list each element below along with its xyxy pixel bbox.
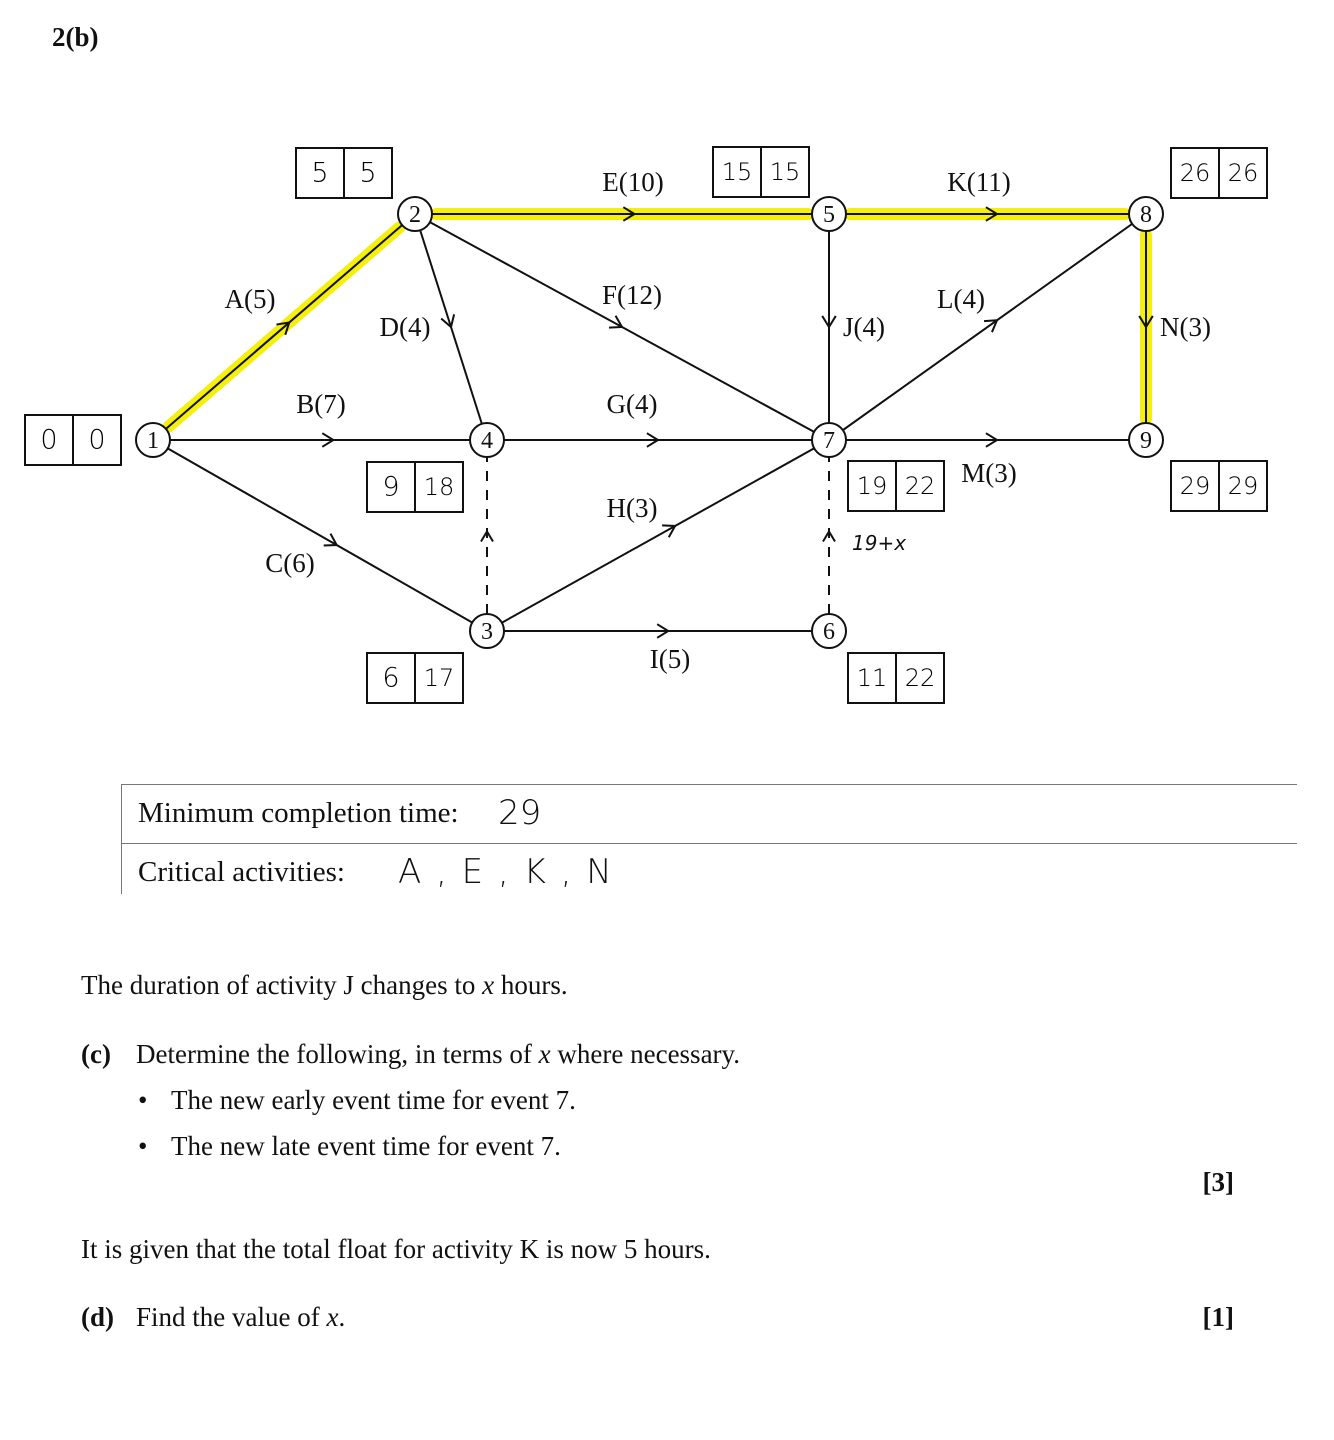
- event-time-box-5: [713, 147, 809, 197]
- activity-label-J: J(4): [843, 312, 885, 342]
- late-time-3: 17: [423, 664, 455, 692]
- event-node-7: [812, 423, 846, 457]
- node-number: 6: [823, 619, 835, 645]
- early-time-7: 19: [856, 472, 888, 500]
- event-node-1: [136, 423, 170, 457]
- event-node-3: [470, 614, 504, 648]
- node-number: 7: [823, 428, 835, 454]
- activity-label-M: M(3): [961, 458, 1017, 488]
- activity-label-E: E(10): [602, 167, 664, 197]
- node-number: 2: [409, 202, 421, 228]
- bullet-1-text: The new early event time for event 7.: [171, 1085, 576, 1115]
- event-node-5: [812, 197, 846, 231]
- marks-part-c: [3]: [1202, 1167, 1234, 1197]
- event-node-9: [1129, 423, 1163, 457]
- bullet-dot-1: •: [138, 1085, 148, 1115]
- event-time-box-9: [1171, 461, 1267, 511]
- activity-line-H: [487, 440, 829, 631]
- late-time-9: 29: [1227, 472, 1259, 500]
- critical-activities-row: [121, 843, 1297, 894]
- activity-label-B: B(7): [296, 389, 346, 419]
- activity-label-C: C(6): [265, 548, 315, 578]
- dummy-activity-3-4: [481, 457, 493, 614]
- event-time-boxes: [25, 147, 1267, 703]
- marks-part-d: [1]: [1202, 1302, 1234, 1332]
- bullet-2-text: The new late event time for event 7.: [171, 1131, 561, 1161]
- handwritten-note: 19+x: [852, 531, 907, 555]
- activity-label-A: A(5): [224, 284, 276, 314]
- node-number: 4: [481, 428, 493, 454]
- late-time-5: 15: [769, 158, 801, 186]
- critical-activities-label: Critical activities:: [138, 856, 345, 888]
- activity-I: [487, 624, 829, 674]
- activity-label-L: L(4): [937, 284, 985, 314]
- activity-D: [380, 214, 487, 440]
- intro-text: The duration of activity J changes to x hours.: [81, 970, 568, 1000]
- min-completion-answer[interactable]: 29: [498, 793, 542, 833]
- early-time-6: 11: [856, 664, 888, 692]
- activity-label-D: D(4): [379, 312, 431, 342]
- float-text: It is given that the total float for activity K is now 5 hours.: [81, 1234, 711, 1264]
- node-number: 9: [1140, 428, 1152, 454]
- event-node-4: [470, 423, 504, 457]
- event-nodes: [136, 197, 1163, 648]
- late-time-8: 26: [1227, 159, 1259, 187]
- event-time-box-1: [25, 415, 121, 465]
- question-label: 2(b): [52, 22, 99, 52]
- late-time-4: 18: [423, 473, 455, 501]
- activity-label-F: F(12): [602, 280, 662, 310]
- event-time-box-4: [367, 462, 463, 512]
- late-time-2: 5: [359, 157, 377, 189]
- event-time-box-2: [296, 148, 392, 198]
- early-time-2: 5: [311, 157, 329, 189]
- activity-line-A: [153, 214, 415, 440]
- activity-H: [487, 440, 829, 631]
- activity-label-I: I(5): [649, 644, 691, 674]
- answer-table: [121, 784, 1297, 894]
- activity-label-G: G(4): [606, 389, 658, 419]
- late-time-1: 0: [88, 424, 106, 456]
- bullet-dot-2: •: [138, 1131, 148, 1161]
- early-time-3: 6: [382, 662, 400, 694]
- activity-G: [487, 389, 829, 447]
- critical-activities-answer[interactable]: A , E , K , N: [398, 852, 614, 892]
- event-time-box-6: [848, 653, 944, 703]
- activity-label-N: N(3): [1160, 312, 1211, 342]
- part-c-label: (c): [81, 1039, 111, 1069]
- early-time-4: 9: [382, 471, 400, 503]
- part-d-label: (d): [81, 1302, 114, 1332]
- early-time-1: 0: [40, 424, 58, 456]
- min-completion-label: Minimum completion time:: [138, 797, 459, 829]
- activity-label-K: K(11): [947, 167, 1011, 197]
- event-time-box-7: [848, 461, 944, 511]
- early-time-8: 26: [1179, 159, 1211, 187]
- activity-edges: [153, 167, 1211, 674]
- node-number: 8: [1140, 202, 1152, 228]
- min-completion-row: [121, 784, 1297, 843]
- activity-A: [153, 214, 415, 440]
- part-c-text: Determine the following, in terms of x where necessary.: [136, 1039, 741, 1069]
- node-number: 5: [823, 202, 835, 228]
- late-time-7: 22: [904, 472, 936, 500]
- node-number: 1: [147, 428, 159, 454]
- event-node-6: [812, 614, 846, 648]
- part-d-text: Find the value of x.: [136, 1302, 346, 1332]
- event-time-box-8: [1171, 148, 1267, 198]
- late-time-6: 22: [904, 664, 936, 692]
- activity-label-H: H(3): [606, 493, 658, 523]
- event-node-8: [1129, 197, 1163, 231]
- event-time-box-3: [367, 653, 463, 703]
- node-number: 3: [481, 619, 493, 645]
- dummy-activity-6-7: [823, 457, 835, 614]
- early-time-5: 15: [721, 158, 753, 186]
- event-node-2: [398, 197, 432, 231]
- early-time-9: 29: [1179, 472, 1211, 500]
